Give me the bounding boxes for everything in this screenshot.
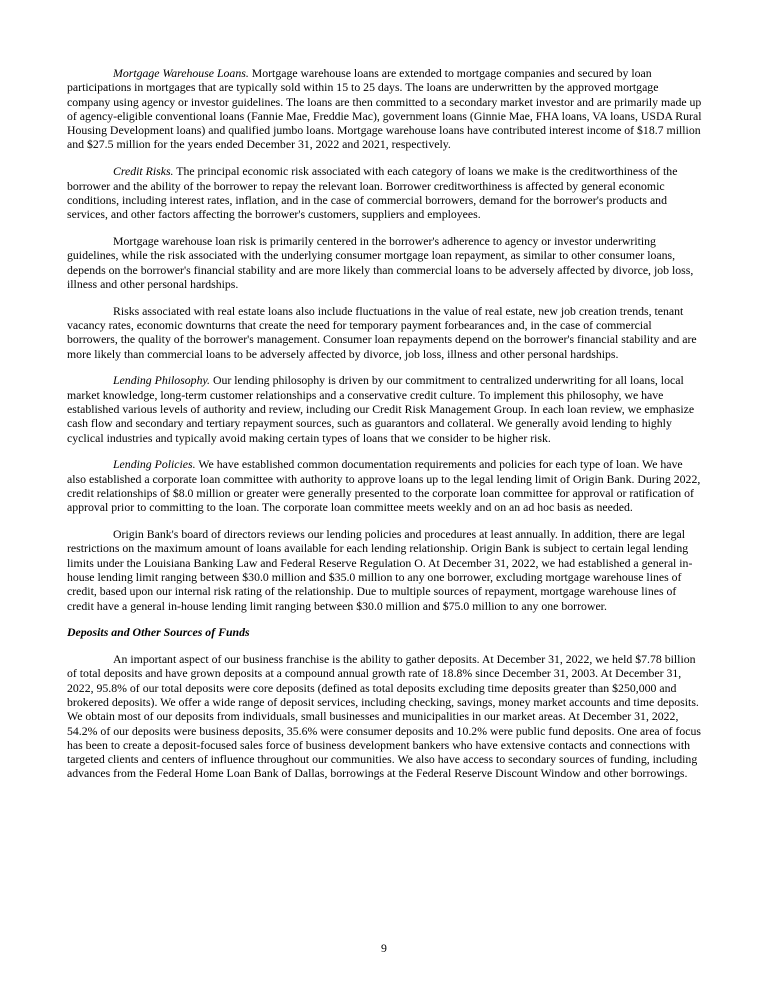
paragraph-body-real-estate-risks: Risks associated with real estate loans also include fluctuations in the value of real estate, new job creation trends, tenant vacancy rates, economic downturns that create the need for temporary payment forbearances and, in the case of commercial borrowers, the quality of the borrower's management. Consumer loan repayments depend on the borrower's financial stability and are more likely than commercial loans to be adversely affected by divorce, job loss, illness and other personal hardships. [67,303,697,361]
paragraph-lead-mortgage-warehouse-loans: Mortgage Warehouse Loans. [113,66,249,80]
paragraph-real-estate-risks [67,304,704,361]
paragraph-body-mortgage-warehouse-loans: Mortgage warehouse loans are extended to mortgage companies and secured by loan participations in mortgages that are typically sold within 15 to 25 days. The loans are underwritten by the approved mortgage company using agency or investor guidelines. The loans are then committed to a secondary market investor and are primarily made up of agency-eligible conventional loans (Fannie Mae, Freddie Mac), government loans (Ginnie Mae, FHA loans, VA loans, USDA Rural Housing Development loans) and qualified jumbo loans. Mortgage warehouse loans have contributed interest income of $18.7 million and $27.5 million for the years ended December 31, 2022 and 2021, respectively. [67,66,702,152]
paragraph-lead-lending-philosophy: Lending Philosophy. [113,373,210,388]
paragraph-lead-lending-policies: Lending Policies. [113,457,196,472]
paragraph-lead-credit-risks: Credit Risks. [113,164,174,179]
paragraph-body-lending-policies: We have established common documentation requirements and policies for each type of loan. We have also established a corporate loan committee with authority to approve loans up to the legal lending limit of Origin Bank. During 2022, credit relationships of $8.0 million or greater were generally presented to the corporate loan committee for approval or ratification of approval prior to committing to the loan. The corporate loan committee meets weekly and on an ad hoc basis as needed. [67,457,701,515]
paragraph-lending-policies [67,457,704,514]
page-number: 9 [381,941,387,955]
paragraph-warehouse-loan-risk [67,234,704,291]
paragraph-body-board-review: Origin Bank's board of directors reviews our lending policies and procedures at least annually. In addition, there are legal restrictions on the maximum amount of loans available for each lending relationship. Origin Bank is subject to certain legal lending limits under the Louisiana Banking Law and Federal Reserve Regulation O. At December 31, 2022, we had established a general in-house lending limit ranging between $30.0 million and $35.0 million to any one borrower, excluding mortgage warehouse lines of credit, based upon our internal risk rating of the relationship. Due to multiple sources of repayment, mortgage warehouse lines of credit have a general in-house lending limit ranging between $30.0 million and $75.0 million to any one borrower. [67,527,693,613]
page-content [67,66,704,793]
paragraph-body-warehouse-loan-risk: Mortgage warehouse loan risk is primarily centered in the borrower's adherence to agency or investor underwriting guidelines, while the risk associated with the underlying consumer mortgage loan repayment, as similar to other consumer loans, depends on the borrower's financial stability and are more likely than commercial loans to be adversely affected by divorce, job loss, illness and other personal hardships. [67,233,694,291]
paragraph-mortgage-warehouse-loans [67,66,704,152]
section-heading-deposits-and-other-sources-of-funds: Deposits and Other Sources of Funds [67,625,250,640]
paragraph-credit-risks [67,164,704,221]
paragraph-lending-philosophy [67,373,704,444]
paragraph-body-deposits-intro: An important aspect of our business franchise is the ability to gather deposits. At December 31, 2022, we held $7.78 billion of total deposits and have grown deposits at a compound annual growth rate of 18.8% since December 31, 2003. At December 31, 2022, 95.8% of our total deposits were core deposits (defined as total deposits excluding time deposits greater than $250,000 and brokered deposits). We offer a wide range of deposit services, including checking, savings, money market accounts and time deposits. We obtain most of our deposits from individuals, small businesses and municipalities in our market areas. At December 31, 2022, 54.2% of our deposits were business deposits, 35.6% were consumer deposits and 10.2% were public fund deposits. One area of focus has been to create a deposit-focused sales force of business development bankers who have extensive contacts and connections with targeted clients and centers of influence throughout our communities. We also have access to secondary sources of funding, including advances from the Federal Home Loan Bank of Dallas, borrowings at the Federal Reserve Discount Window and other borrowings. [67,652,701,781]
paragraph-board-review [67,527,704,613]
paragraph-body-lending-philosophy: Our lending philosophy is driven by our commitment to centralized underwriting for all loans, local market knowledge, long-term customer relationships and a conservative credit culture. To implement this philosophy, we have established various levels of authority and review, including our Credit Risk Management Group. In each loan review, we emphasize cash flow and secondary and tertiary repayment sources, such as guarantors and collateral. We generally avoid lending to highly cyclical industries and typically avoid making certain types of loans that we consider to be higher risk. [67,373,695,445]
paragraph-deposits-intro [67,652,704,781]
paragraph-body-credit-risks: The principal economic risk associated with each category of loans we make is the creditworthiness of the borrower and the ability of the borrower to repay the relevant loan. Borrower creditworthiness is affected by general economic conditions, including interest rates, inflation, and in the case of commercial borrowers, demand for the borrower's products and services, and other factors affecting the borrower's customers, suppliers and employees. [67,164,678,222]
